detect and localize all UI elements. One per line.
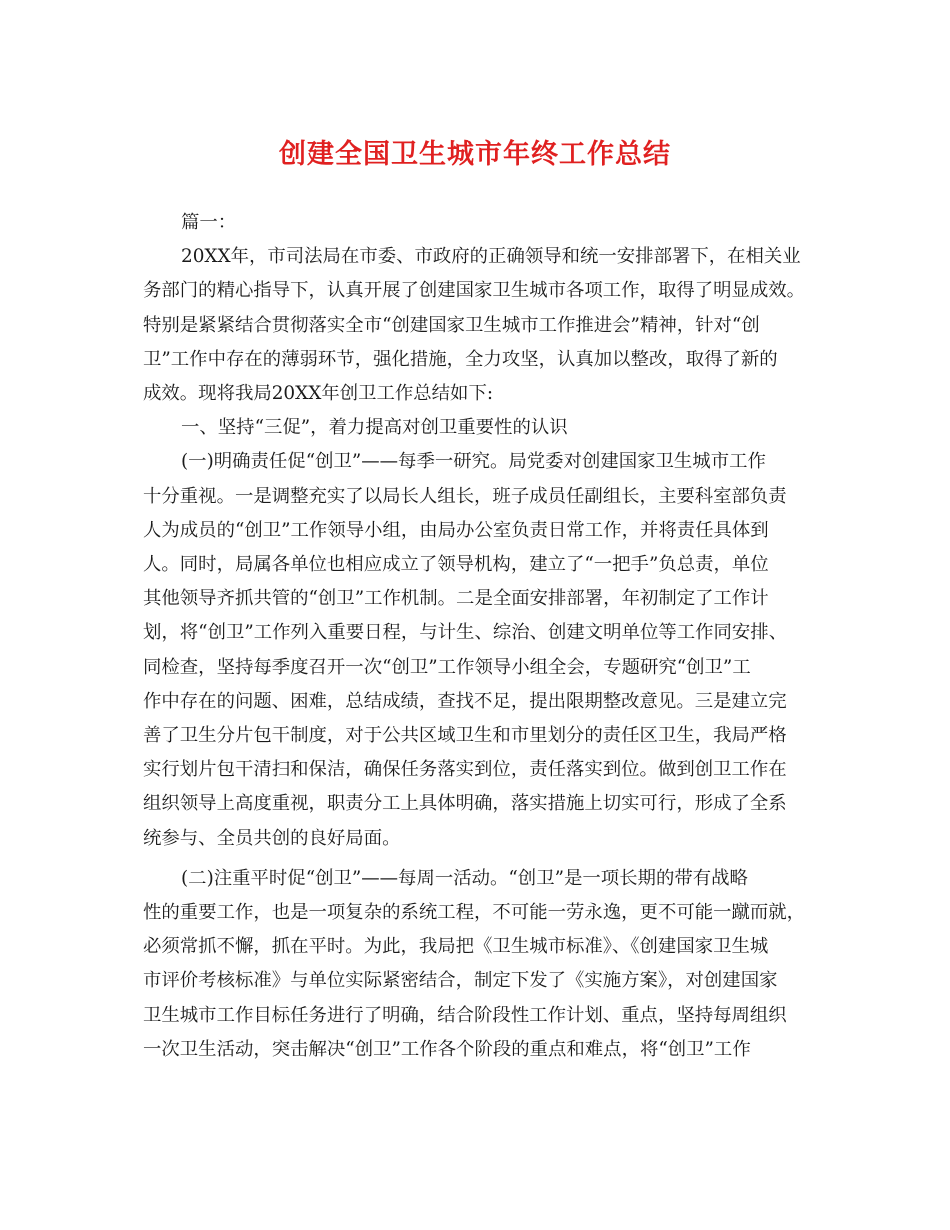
text-line: 篇一： — [181, 212, 237, 233]
text-line: (二)注重平时促“创卫”——每周一活动。“创卫”是一项长期的带有战略 — [181, 867, 748, 889]
text-line: 一次卫生活动，突击解决“创卫”工作各个阶段的重点和难点，将“创卫”工作 — [143, 1038, 751, 1060]
text-line: 人。同时，局属各单位也相应成立了领导机构，建立了“一把手”负总责，单位 — [143, 554, 769, 576]
text-line: 性的重要工作，也是一项复杂的系统工程，不可能一劳永逸，更不可能一蹴而就， — [143, 902, 806, 924]
text-line: 划，将“创卫”工作列入重要日程，与计生、综治、创建文明单位等工作同安排、 — [143, 622, 788, 644]
text-line: 作中存在的问题、困难，总结成绩，查找不足，提出限期整改意见。三是建立完 — [143, 690, 787, 712]
document-body — [143, 206, 805, 1067]
text-line: 善了卫生分片包干制度，对于公共区域卫生和市里划分的责任区卫生，我局严格 — [143, 725, 787, 747]
text-line: 组织领导上高度重视，职责分工上具体明确，落实措施上切实可行，形成了全系 — [143, 793, 787, 815]
text-line: 实行划片包干清扫和保洁，确保任务落实到位，责任落实到位。做到创卫工作在 — [143, 759, 787, 781]
text-line: 必须常抓不懈，抓在平时。为此，我局把《卫生城市标准》、《创建国家卫生城 — [143, 936, 769, 958]
text-line: 统参与、全员共创的良好局面。 — [143, 827, 401, 849]
text-line: 20XX年，市司法局在市委、市政府的正确领导和统一安排部署下，在相关业 — [181, 246, 801, 268]
text-line: 其他领导齐抓共管的“创卫”工作机制。二是全面安排部署，年初制定了工作计 — [143, 588, 769, 610]
text-line: (一)明确责任促“创卫”——每季一研究。局党委对创建国家卫生城市工作 — [181, 451, 766, 473]
document-title: 创建全国卫生城市年终工作总结 — [279, 139, 671, 170]
text-line: 卫生城市工作目标任务进行了明确，结合阶段性工作计划、重点，坚持每周组织 — [143, 1004, 787, 1026]
text-line: 市评价考核标准》与单位实际紧密结合，制定下发了《实施方案》，对创建国家 — [143, 970, 778, 992]
text-line: 同检查，坚持每季度召开一次“创卫”工作领导小组全会，专题研究“创卫”工 — [143, 656, 751, 678]
text-line: 一、坚持“三促”，着力提高对创卫重要性的认识 — [181, 417, 568, 439]
text-line: 特别是紧紧结合贯彻落实全市“创建国家卫生城市工作推进会”精神，针对“创 — [143, 314, 760, 336]
text-line: 人为成员的“创卫”工作领导小组，由局办公室负责日常工作，并将责任具体到 — [143, 519, 769, 541]
text-line: 十分重视。一是调整充实了以局长人组长，班子成员任副组长，主要科室部负责 — [143, 485, 787, 507]
text-line: 务部门的精心指导下，认真开展了创建国家卫生城市各项工作，取得了明显成效。 — [143, 280, 806, 302]
text-line: 成效。现将我局20XX年创卫工作总结如下: — [143, 383, 494, 405]
text-line: 卫”工作中存在的薄弱环节，强化措施，全力攻坚，认真加以整改，取得了新的 — [143, 348, 778, 370]
